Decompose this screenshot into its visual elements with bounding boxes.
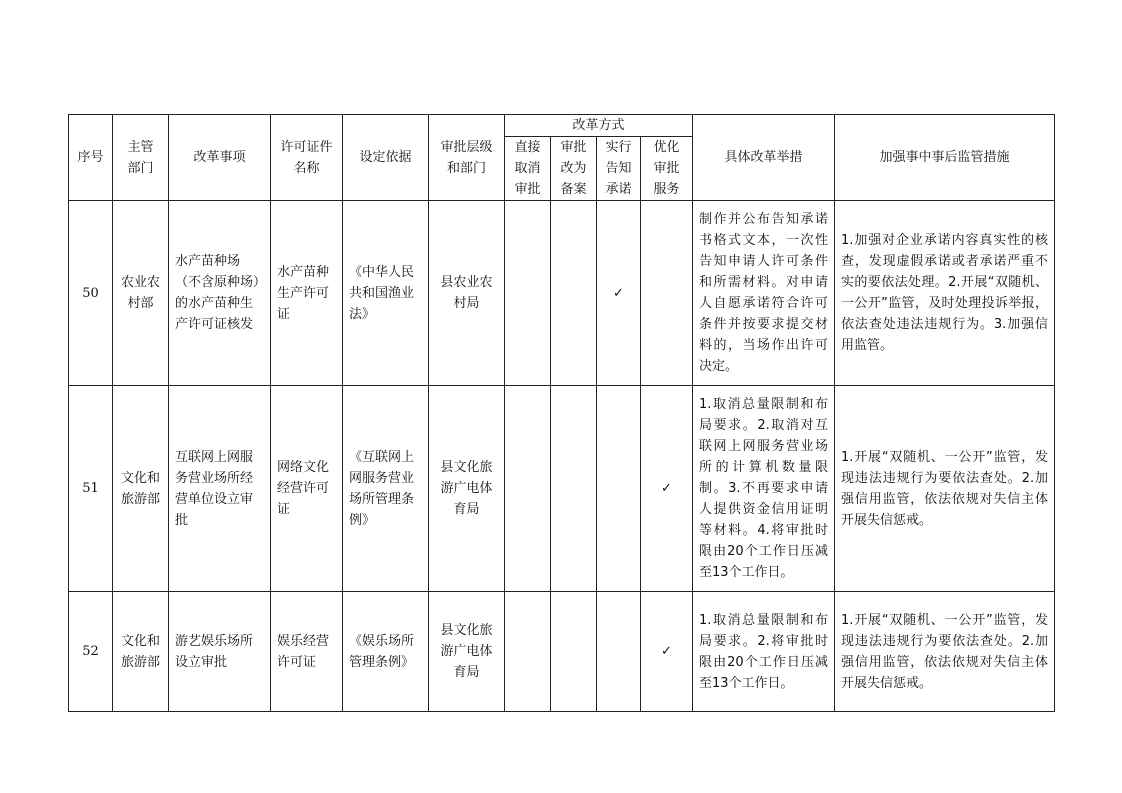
measures-cell: 制作并公布告知承诺书格式文本，一次性告知申请人许可条件和所需材料。对申请人自愿承诺符合许可条件并按要求提交材料的，当场作出许可决定。 (693, 201, 835, 386)
item-cell: 互联网上网服务营业场所经营单位设立审批 (169, 386, 271, 592)
mode-optimize-cell (641, 201, 693, 386)
license-cell: 水产苗种生产许可证 (271, 201, 343, 386)
item-cell: 水产苗种场（不含原种场）的水产苗种生产许可证核发 (169, 201, 271, 386)
license-cell: 网络文化经营许可证 (271, 386, 343, 592)
header-seq: 序号 (69, 115, 113, 201)
header-license: 许可证件名称 (271, 115, 343, 201)
header-mode-record: 审批改为备案 (551, 137, 597, 201)
mode-notify-cell (597, 386, 641, 592)
table-row (69, 592, 1055, 712)
measures-cell: 1.取消总量限制和布局要求。2.将审批时限由20个工作日压减至13个工作日。 (693, 592, 835, 712)
dept-cell: 文化和旅游部 (113, 592, 169, 712)
seq-cell: 50 (69, 201, 113, 386)
table-row (69, 201, 1055, 386)
header-item: 改革事项 (169, 115, 271, 201)
mode-notify-cell (597, 592, 641, 712)
dept-cell: 文化和旅游部 (113, 386, 169, 592)
reform-table (68, 114, 1055, 712)
level-cell: 县文化旅游广电体育局 (429, 592, 505, 712)
basis-cell: 《互联网上网服务营业场所管理条例》 (343, 386, 429, 592)
header-basis: 设定依据 (343, 115, 429, 201)
basis-cell: 《中华人民共和国渔业法》 (343, 201, 429, 386)
mode-optimize-cell: ✓ (641, 592, 693, 712)
measures-cell: 1.取消总量限制和布局要求。2.取消对互联网上网服务营业场所的计算机数量限制。3.不再要求申请人提供资金信用证明等材料。4.将审批时限由20个工作日压减至13个工作日。 (693, 386, 835, 592)
level-cell: 县农业农村局 (429, 201, 505, 386)
mode-notify-cell: ✓ (597, 201, 641, 386)
dept-cell: 农业农村部 (113, 201, 169, 386)
mode-optimize-cell: ✓ (641, 386, 693, 592)
header-mode-optimize: 优化审批服务 (641, 137, 693, 201)
header-measures: 具体改革举措 (693, 115, 835, 201)
mode-cancel-cell (505, 592, 551, 712)
table-row (69, 386, 1055, 592)
mode-record-cell (551, 201, 597, 386)
mode-cancel-cell (505, 201, 551, 386)
license-cell: 娱乐经营许可证 (271, 592, 343, 712)
header-level: 审批层级和部门 (429, 115, 505, 201)
seq-cell: 52 (69, 592, 113, 712)
header-supervision: 加强事中事后监管措施 (835, 115, 1055, 201)
header-dept: 主管部门 (113, 115, 169, 201)
basis-cell: 《娱乐场所管理条例》 (343, 592, 429, 712)
mode-cancel-cell (505, 386, 551, 592)
header-reform-mode: 改革方式 (505, 115, 693, 137)
supervision-cell: 1.开展“双随机、一公开”监管，发现违法违规行为要依法查处。2.加强信用监管，依法依规对失信主体开展失信惩戒。 (835, 386, 1055, 592)
mode-record-cell (551, 386, 597, 592)
header-mode-notify: 实行告知承诺 (597, 137, 641, 201)
supervision-cell: 1.加强对企业承诺内容真实性的核查，发现虚假承诺或者承诺严重不实的要依法处理。2.开展“双随机、一公开”监管，及时处理投诉举报，依法查处违法违规行为。3.加强信用监管。 (835, 201, 1055, 386)
supervision-cell: 1.开展“双随机、一公开”监管，发现违法违规行为要依法查处。2.加强信用监管，依法依规对失信主体开展失信惩戒。 (835, 592, 1055, 712)
seq-cell: 51 (69, 386, 113, 592)
header-mode-cancel: 直接取消审批 (505, 137, 551, 201)
mode-record-cell (551, 592, 597, 712)
level-cell: 县文化旅游广电体育局 (429, 386, 505, 592)
item-cell: 游艺娱乐场所设立审批 (169, 592, 271, 712)
